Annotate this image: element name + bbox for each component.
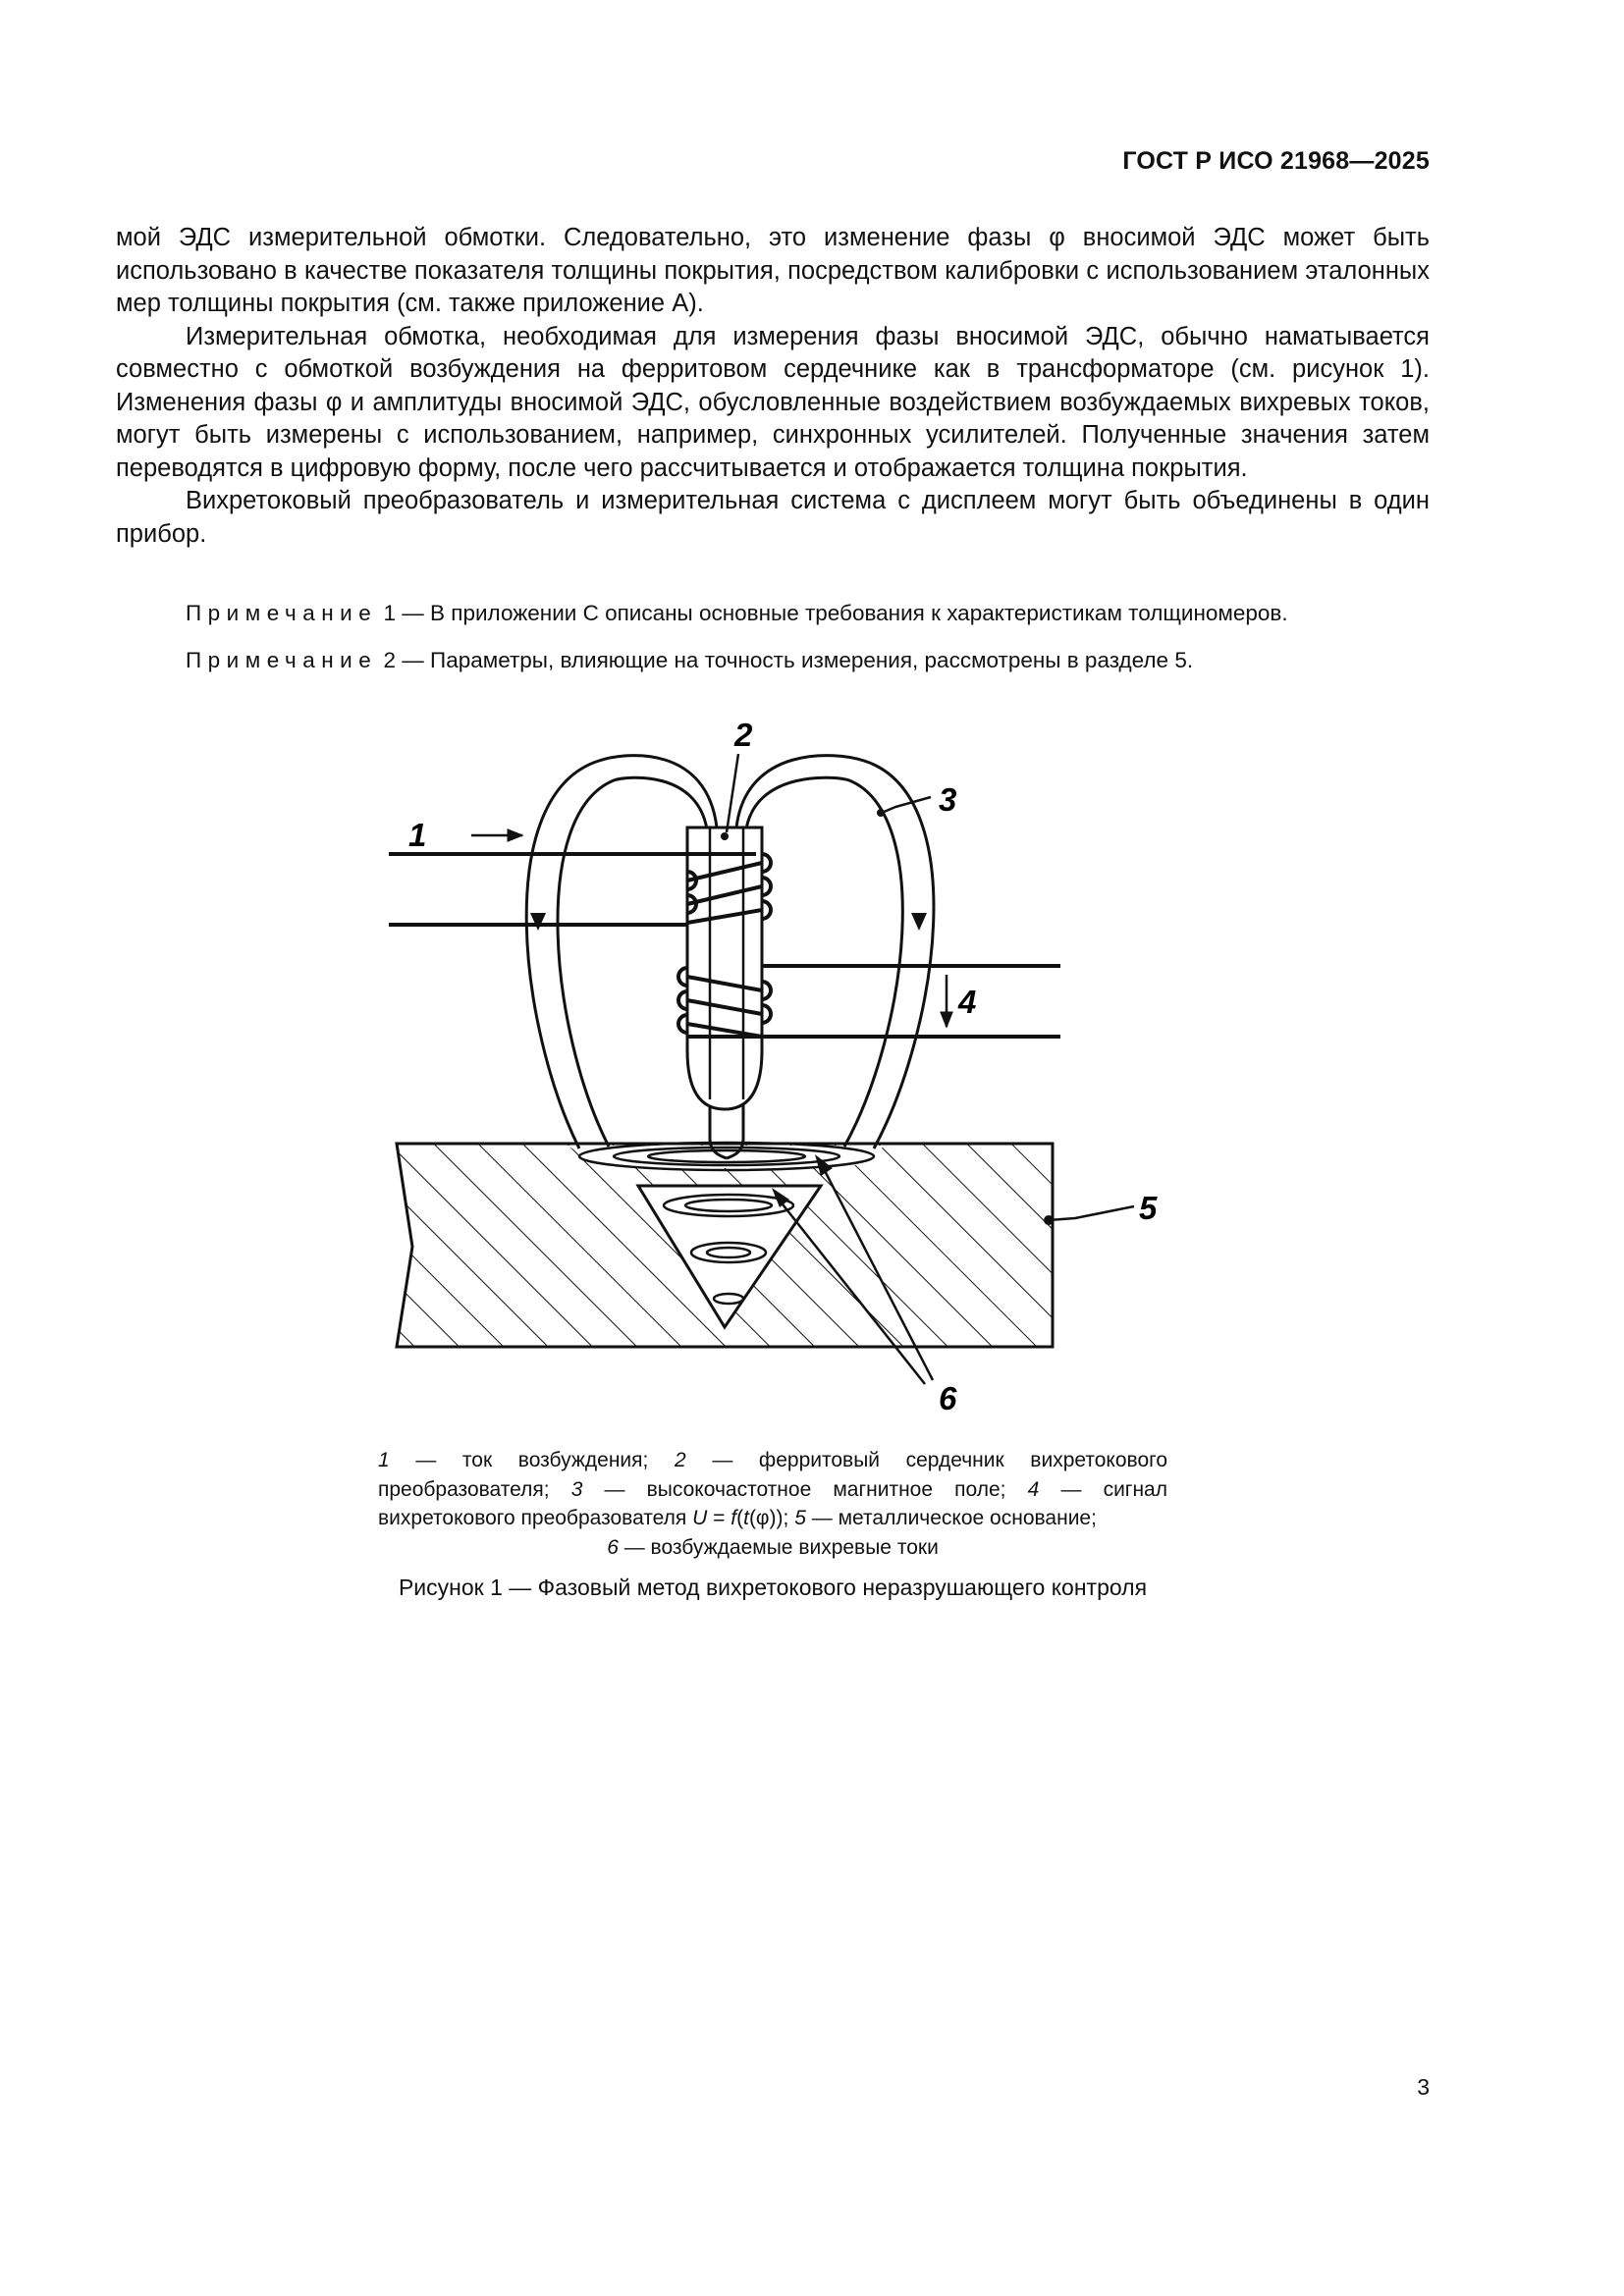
label-6: 6 (939, 1380, 957, 1416)
paragraph-1: мой ЭДС измерительной обмотки. Следовательно, это изменение фазы φ вносимой ЭДС может быть использовано в качестве показателя толщины покрытия, посредством калибровки с использованием эталонных мер толщины покрытия (см. также приложение А). (116, 224, 1430, 317)
legend-num-1: 1 (378, 1449, 390, 1471)
paragraph-3: Вихретоковый преобразователь и измерительная система с дисплеем могут быть объединены в один прибор. (116, 487, 1430, 548)
note-label: Примечание (186, 601, 378, 625)
legend-text-5: — металлическое основание; (811, 1507, 1097, 1529)
label-5: 5 (1139, 1190, 1158, 1226)
legend-text-2: — ферритовый сердечник вихретокового преобразователя; (378, 1449, 1167, 1501)
legend-num-5: 5 (794, 1507, 806, 1529)
metal-base (397, 1144, 1053, 1347)
label-4: 4 (958, 984, 977, 1020)
figure-caption: Рисунок 1 — Фазовый метод вихретокового неразрушающего контроля (398, 1575, 1148, 1600)
legend-text-3: — высокочастотное магнитное поле; (604, 1477, 1006, 1501)
page-number: 3 (1417, 2074, 1430, 2100)
legend-last-line (378, 1533, 1167, 1563)
note-label: Примечание (186, 648, 378, 672)
note-text: — В приложении С описаны основные требования к характеристикам толщиномеров. (402, 601, 1288, 625)
legend-formula: U = f(t(φ)); (692, 1507, 789, 1529)
document-header: ГОСТ Р ИСО 21968—2025 (1122, 147, 1430, 175)
note-number: 1 (383, 601, 397, 625)
label-3: 3 (939, 781, 957, 818)
legend-text-4: — сигнал вихретокового преобразователя (378, 1477, 1167, 1529)
legend-num-6: 6 (607, 1535, 619, 1559)
legend-num-4: 4 (1027, 1477, 1040, 1501)
note-number: 2 (383, 648, 397, 672)
legend-num-2: 2 (675, 1449, 686, 1471)
note-text: — Параметры, влияющие на точность измерения, рассмотрены в разделе 5. (402, 648, 1194, 672)
legend-text-1: — ток возбуждения; (415, 1449, 649, 1471)
legend-num-3: 3 (570, 1477, 583, 1501)
paragraph-2: Измерительная обмотка, необходимая для измерения фазы вносимой ЭДС, обычно наматывается совместно с обмоткой возбуждения на ферритовом сердечнике как в трансформаторе (см. рисунок 1). Изменения фазы φ и амплитуды вносимой ЭДС, обусловленные воздействием возбуждаемых вихревых токов, могут быть измерены с использованием, например, синхронных усилителей. Полученные значения затем переводятся в цифровую форму, после чего рассчитывается и отображается толщина покрытия. (116, 322, 1430, 482)
label-2: 2 (734, 717, 753, 753)
figure-legend (378, 1446, 1167, 1562)
legend-main (378, 1446, 1167, 1533)
legend-text-6: — возбуждаемые вихревые токи (623, 1535, 939, 1559)
label-1: 1 (408, 817, 427, 853)
